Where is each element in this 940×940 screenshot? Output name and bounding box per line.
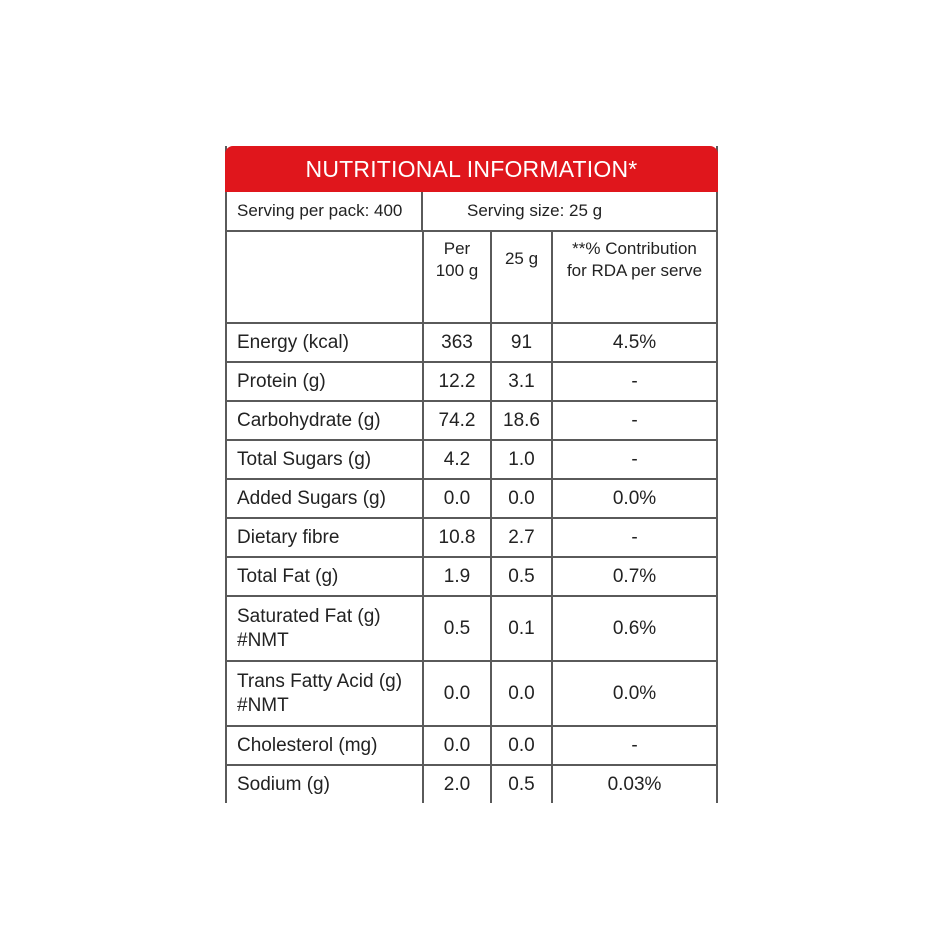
table-row xyxy=(227,661,716,726)
header-nutrient xyxy=(227,232,423,323)
value-rda: 0.03% xyxy=(607,773,662,795)
value-rda: 0.6% xyxy=(552,596,716,661)
value-per-25g: 0.0 xyxy=(491,479,552,518)
value-per-100g: 2.0 xyxy=(423,765,491,803)
value-rda: - xyxy=(552,726,716,765)
table-row xyxy=(227,557,716,596)
nutrient-name: Cholesterol (mg) xyxy=(227,726,423,765)
header-per-100g: Per 100 g xyxy=(423,232,491,323)
value-rda: - xyxy=(552,518,716,557)
nutrient-name: Total Fat (g) xyxy=(227,557,423,596)
nutrient-name: Sodium (g) xyxy=(227,765,423,803)
value-rda: - xyxy=(552,362,716,401)
nutrient-name: Dietary fibre xyxy=(227,518,423,557)
value-per-100g: 4.2 xyxy=(423,440,491,479)
value-per-25g: 1.0 xyxy=(491,440,552,479)
label-title: NUTRITIONAL INFORMATION* xyxy=(225,146,718,192)
table-row xyxy=(227,726,716,765)
value-per-25g: 18.6 xyxy=(491,401,552,440)
value-per-25g: 3.1 xyxy=(491,362,552,401)
value-rda: 4.5% xyxy=(552,323,716,362)
value-per-100g: 1.9 xyxy=(423,557,491,596)
nutrition-label xyxy=(225,146,718,803)
value-per-100g: 0.0 xyxy=(423,479,491,518)
table-row xyxy=(227,440,716,479)
table-row xyxy=(227,362,716,401)
value-rda: 0.0% xyxy=(552,661,716,726)
value-per-25g: 0.5 xyxy=(491,557,552,596)
serving-info xyxy=(227,192,716,232)
nutrient-name: Total Sugars (g) xyxy=(227,440,423,479)
servings-per-pack: Serving per pack: 400 xyxy=(227,192,423,230)
table-row xyxy=(227,401,716,440)
nutrient-name: Trans Fatty Acid (g) #NMT xyxy=(227,661,423,726)
value-per-25g: 0.0 xyxy=(491,726,552,765)
value-rda: - xyxy=(552,440,716,479)
value-per-100g: 0.5 xyxy=(423,596,491,661)
value-per-25g: 0.5 xyxy=(491,765,552,803)
value-per-100g: 74.2 xyxy=(423,401,491,440)
value-per-25g: 0.0 xyxy=(491,661,552,726)
value-per-100g: 10.8 xyxy=(423,518,491,557)
value-rda: - xyxy=(552,401,716,440)
nutrient-name: Carbohydrate (g) xyxy=(227,401,423,440)
nutrient-name: Protein (g) xyxy=(227,362,423,401)
nutrient-name: Energy (kcal) xyxy=(227,323,423,362)
header-per-25g: 25 g xyxy=(491,232,552,323)
value-per-100g: 363 xyxy=(423,323,491,362)
nutrition-table xyxy=(227,232,716,803)
table-header-row xyxy=(227,232,716,323)
table-row xyxy=(227,765,716,803)
table-row xyxy=(227,323,716,362)
nutrient-name: Saturated Fat (g) #NMT xyxy=(227,596,423,661)
value-per-100g: 0.0 xyxy=(423,726,491,765)
value-rda: 0.7% xyxy=(552,557,716,596)
serving-size: Serving size: 25 g xyxy=(467,201,603,220)
value-per-100g: 0.0 xyxy=(423,661,491,726)
nutrient-name: Added Sugars (g) xyxy=(227,479,423,518)
value-per-25g: 91 xyxy=(491,323,552,362)
table-row xyxy=(227,596,716,661)
table-row xyxy=(227,518,716,557)
value-per-25g: 0.1 xyxy=(491,596,552,661)
table-row xyxy=(227,479,716,518)
value-per-25g: 2.7 xyxy=(491,518,552,557)
value-rda: 0.0% xyxy=(552,479,716,518)
value-per-100g: 12.2 xyxy=(423,362,491,401)
header-rda: **% Contribution for RDA per serve xyxy=(552,232,716,323)
